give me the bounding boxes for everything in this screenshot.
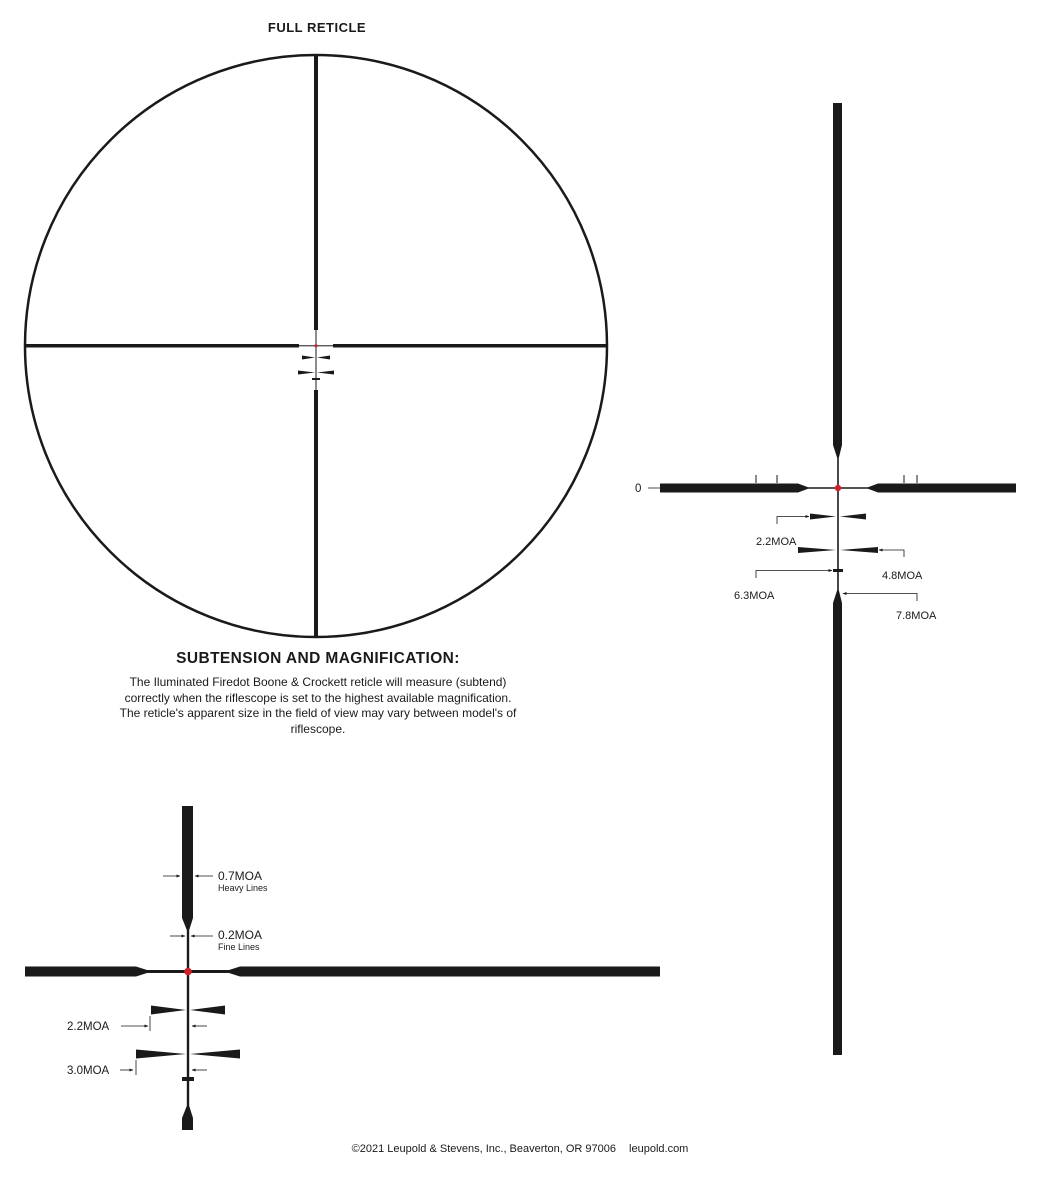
copyright-text: ©2021 Leupold & Stevens, Inc., Beaverton, OR 97006 xyxy=(351,1143,616,1155)
small-tick xyxy=(312,378,320,380)
left-heavy-post xyxy=(660,484,838,493)
tick-6-3moa xyxy=(833,569,843,572)
label-7-8moa: 7.8MOA xyxy=(896,610,937,622)
right-detail-reticle xyxy=(635,103,1016,1055)
full-reticle xyxy=(25,55,607,637)
firedot xyxy=(314,344,317,347)
bottom-detail-reticle xyxy=(25,806,660,1130)
label-4-8moa: 4.8MOA xyxy=(882,570,923,582)
label-6-3moa: 6.3MOA xyxy=(734,590,775,602)
bottom-fine-line xyxy=(316,346,317,392)
footer xyxy=(0,1143,1040,1155)
bottom-heavy-post xyxy=(833,488,842,1055)
top-heavy-post xyxy=(833,103,842,488)
label-2-2moa: 2.2MOA xyxy=(756,536,797,548)
zero-label: 0 xyxy=(635,483,642,495)
windage-ticks xyxy=(756,475,917,483)
tick-mark xyxy=(182,1077,194,1081)
right-leaders xyxy=(756,517,917,602)
full-reticle-title: FULL RETICLE xyxy=(267,20,367,35)
fine-lines-value: 0.2MOA xyxy=(218,928,263,942)
label-2-2moa: 2.2MOA xyxy=(67,1021,110,1033)
left-heavy-post xyxy=(25,967,188,977)
label-3-0moa: 3.0MOA xyxy=(67,1065,110,1077)
firedot xyxy=(835,485,841,491)
heavy-lines-value: 0.7MOA xyxy=(218,869,263,883)
top-heavy-post xyxy=(182,806,193,971)
fine-lines-caption: Fine Lines xyxy=(218,942,260,952)
left-post xyxy=(25,344,299,348)
right-heavy-post xyxy=(838,484,1016,493)
firedot xyxy=(184,968,192,976)
bottom-fine-line xyxy=(187,971,189,1111)
top-post xyxy=(314,56,318,330)
subtension-title: SUBTENSION AND MAGNIFICATION: xyxy=(176,650,460,667)
subtension-body: The Iluminated Firedot Boone & Crockett reticle will measure (subtend) correctly when the riflescope is set to the highest available magnification. The reticle's apparent size in the field of view may vary between model's of riflescope. xyxy=(119,675,517,736)
website-link[interactable]: leupold.com xyxy=(629,1143,689,1155)
right-post xyxy=(333,344,607,348)
heavy-lines-caption: Heavy Lines xyxy=(218,883,268,893)
bottom-post xyxy=(314,390,318,636)
bottom-post-stub xyxy=(182,1106,193,1130)
right-heavy-post xyxy=(188,967,660,977)
top-fine-line xyxy=(316,328,317,346)
